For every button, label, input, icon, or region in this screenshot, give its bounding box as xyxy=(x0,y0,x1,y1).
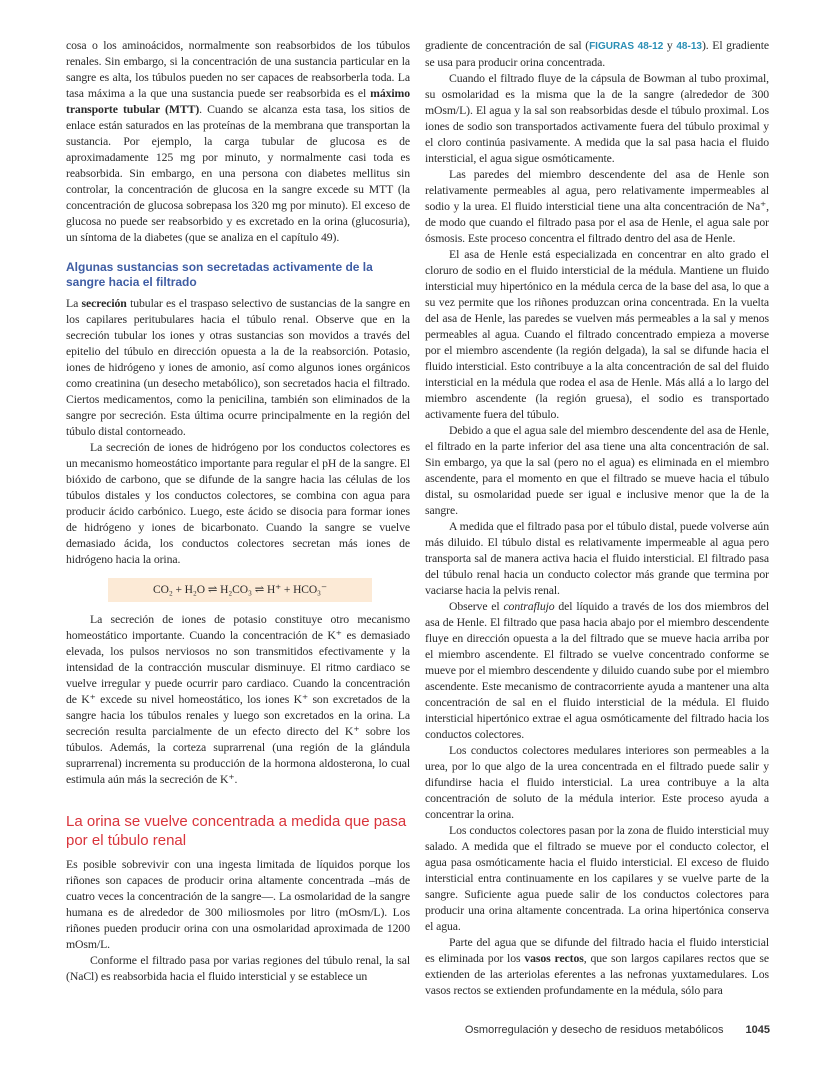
text-run: La xyxy=(66,297,82,310)
chemical-equation: CO₂ + H₂O ⇌ H₂CO₃ ⇌ H⁺ + HCO₃⁻ xyxy=(108,578,372,602)
paragraph xyxy=(425,38,769,71)
bold-term: vasos rectos xyxy=(524,952,584,965)
italic-term: contraflujo xyxy=(503,600,555,613)
text-run: Parte del agua que se difunde del filtrado hacia el fluido intersticial es eliminada por los xyxy=(425,936,769,965)
text-run: La secreción de iones de potasio constituye otro mecanismo homeostático importante. Cuando la concentración de K⁺ es demasiado elevada, los pulsos nerviosos no son transmitidos efectivamente y la intensidad de la contracción muscular disminuye. El ritmo cardiaco se vuelve irregular y puede ocurrir paro cardiaco. Cuando la concentración de K⁺ excede su nivel homeostático, los iones K⁺ son excretados de la sangre hacia los túbulos renales y luego son excretados en la orina. La secreción resulta parcialmente de un efecto directo del K⁺ sobre los túbulos. Además, la corteza suprarrenal (una región de la glándula suprarrenal) incrementa su producción de la hormona aldosterona, lo cual estimula aún más la secreción de K⁺. xyxy=(66,613,410,786)
subsection-heading: Algunas sustancias son secretadas activamente de la sangre hacia el filtrado xyxy=(66,260,373,289)
paragraph xyxy=(425,167,769,247)
bold-term: máximo transporte tubular (MTT) xyxy=(66,87,410,116)
text-run: Los conductos colectores pasan por la zona de fluido intersticial muy salado. A medida que el filtrado se mueve por el conducto colector, el agua pasa osmóticamente hacia el fluido intersticial. El exceso de fluido intersticial entra continuamente en los capilares y se vuelve parte de la sangre. Suficiente agua puede salir de los conductos colectores para producir una orina altamente concentrada. La orina hipertónica conserva el agua. xyxy=(425,824,769,933)
text-run: El asa de Henle está especializada en concentrar en alto grado el cloruro de sodio en el fluido intersticial de la médula. Mantiene un fluido intersticial muy hipertónico en la médula cerca de la base del asa, lo que a su vez permite que los riñones produzcan orina concentrada. En la vuelta del asa de Henle, las paredes se vuelven más permeables a la sal y menos permeables al agua. Cuando el filtrado concentrado empieza a moverse por el miembro ascendente (la región delgada), la sal se difunde hacia el fluido intersticial. Esto contribuye a la alta concentración de sal del fluido intersticial en la médula que rodea el asa de Henle. Más allá a lo largo del miembro ascendente (la región gruesa), el sodio es transportado activamente fuera del túbulo. xyxy=(425,248,769,421)
paragraph xyxy=(66,440,410,568)
text-run: Las paredes del miembro descendente del asa de Henle son relativamente permeables al agua, pero relativamente impermeables al sodio y la urea. El fluido intersticial tiene una alta concentración de Na⁺, de modo que cuando el filtrado pasa por el asa de Henle, el agua sale por ósmosis. Este proceso concentra el filtrado dentro del asa de Henle. xyxy=(425,168,769,245)
text-run: del líquido a través de los dos miembros del asa de Henle. El filtrado que pasa hacia abajo por el miembro descendente fluye en dirección opuesta a la del filtrado que se mueve hacia arriba por el miembro ascendente. El filtrado se vuelve concentrado conforme se mueve por el miembro descendente y diluido cuando sube por el miembro ascendente. Este mecanismo de contracorriente ayuda a mantener una alta concentración de sal en el fluido intersticial de la médula. El fluido intersticial hipertónico extrae el agua osmóticamente del filtrado hacia los conductos colectores. xyxy=(425,600,769,741)
page-number: 1045 xyxy=(745,1024,770,1036)
paragraph xyxy=(66,857,410,953)
paragraph xyxy=(66,38,410,246)
paragraph xyxy=(425,423,769,519)
bold-term: secreción xyxy=(81,297,127,310)
text-run: tubular es el traspaso selectivo de sustancias de la sangre en los capilares peritubulares hacia el túbulo renal. Observe que en la secreción tubular los iones y otras sustancias son movidos a través del epitelio del túbulo en dirección opuesta a la de la reabsorción. Potasio, iones de hidrógeno y iones de amonio, así como algunos iones orgánicos como creatinina (un desecho metabólico), son secretados hacia el filtrado. Ciertos medicamentos, como la penicilina, también son eliminados de la sangre por secreción. Esta última ocurre principalmente en la región del túbulo distal contorneado. xyxy=(66,297,411,438)
text-run: A medida que el filtrado pasa por el túbulo distal, puede volverse aún más diluido. El túbulo distal es relativamente impermeable al agua pero transporta sal de manera activa hacia el fluido intersticial. El filtrado pasa del túbulo renal hacia un conducto colector más grande que termina por vaciarse hacia la pelvis renal. xyxy=(425,520,769,597)
paragraph xyxy=(425,935,769,999)
text-run: Debido a que el agua sale del miembro descendente del asa de Henle, el filtrado en la parte inferior del asa tiene una alta concentración de sal. Sin embargo, ya que la sal (pero no el agua) es eliminada en el miembro ascendente, para el momento en que el filtrado se mueve hacia el túbulo distal, su osmolaridad puede ser igual e inclusive menor que la de la sangre. xyxy=(425,424,769,517)
text-run: cosa o los aminoácidos, normalmente son reabsorbidos de los túbulos renales. Sin embargo, si la concentración de una sustancia particular en la sangre es alta, los túbulos pueden no ser capaces de reabsorberla toda. La tasa máxima a la que una sustancia puede ser reabsorbida es el xyxy=(66,39,410,100)
text-run: Observe el xyxy=(449,600,504,613)
paragraph xyxy=(425,247,769,423)
text-run: . Cuando se alcanza esta tasa, los sitios de enlace están saturados en las proteínas de la membrana que transportan la sustancia. Por ejemplo, la carga tubular de glucosa es de aproximadamente 125 mg por minuto, y normalmente casi toda es reabsorbida. Sin embargo, en una persona con diabetes mellitus sin controlar, la concentración de glucosa en la sangre excede su MTT (la concentración de glucosa sobrepasa los 320 mg por minuto). El exceso de glucosa no puede ser reabsorbido y es excretado en la orina (glucosuria), un síntoma de la diabetes (que se analiza en el capítulo 49). xyxy=(66,103,410,244)
paragraph xyxy=(66,296,410,440)
paragraph xyxy=(425,71,769,167)
text-run: La secreción de iones de hidrógeno por los conductos colectores es un mecanismo homeostático importante para regular el pH de la sangre. El bióxido de carbono, que se difunde de la sangre hacia las células de los túbulos distales y los conductos colectores, se combina con agua para producir ácido carbónico. Luego, este ácido se disocia para formar iones de hidrógeno y iones de bicarbonato. Cuando la sangre se vuelve demasiado ácida, los conductos colectores secretan más iones de hidrógeno hacia la orina. xyxy=(66,441,410,566)
text-run: Cuando el filtrado fluye de la cápsula de Bowman al tubo proximal, su osmolaridad es la misma que la de la sangre (alrededor de 300 mOsm/L). El agua y la sal son reabsorbidas desde el túbulo proximal. Los iones de sodio son transportados activamente fuera del túbulo proximal y el cloro continúa pasivamente. A medida que la sal pasa hacia el fluido intersticial, el agua sigue osmóticamente. xyxy=(425,72,769,165)
section-heading: La orina se vuelve concentrada a medida que pasa por el túbulo renal xyxy=(66,813,407,849)
text-run: y xyxy=(663,39,677,52)
figure-reference-link[interactable]: 48-13 xyxy=(676,41,702,52)
paragraph xyxy=(425,519,769,599)
paragraph xyxy=(425,599,769,743)
paragraph xyxy=(425,743,769,823)
text-run: Conforme el filtrado pasa por varias regiones del túbulo renal, la sal (NaCl) es reabsorbida hacia el fluido intersticial y se establece un xyxy=(66,954,410,983)
right-column xyxy=(425,38,769,999)
page-footer xyxy=(460,1023,770,1037)
chapter-title: Osmorregulación y desecho de residuos metabólicos xyxy=(464,1024,724,1036)
paragraph xyxy=(66,953,410,985)
text-run: ). El gradiente se usa para producir orina concentrada. xyxy=(425,39,769,69)
text-run: gradiente de concentración de sal ( xyxy=(425,39,590,52)
text-run: , que son largos capilares rectos que se extienden de las arteriolas eferentes a las nefronas yuxtamedulares. Los vasos rectos se extienden profundamente en la médula, sólo para xyxy=(425,952,769,997)
text-run: Es posible sobrevivir con una ingesta limitada de líquidos porque los riñones son capaces de producir orina altamente concentrada –más de cuatro veces la concentración de la sangre—. La osmolaridad de la sangre humana es de alrededor de 300 miliosmoles por litro (mOsm/L). Los riñones pueden producir orina con una osmolaridad aproximada de 1200 mOsm/L. xyxy=(66,858,410,951)
left-column xyxy=(66,38,410,985)
paragraph xyxy=(425,823,769,935)
text-run: Los conductos colectores medulares interiores son permeables a la urea, por lo que algo de la urea concentrada en el filtrado puede salir y difundirse hacia el fluido intersticial. La urea contribuye a la alta concentración de soluto de la médula interior. Este proceso ayuda a concentrar la orina. xyxy=(425,744,769,821)
figure-reference-link[interactable]: FIGURAS 48-12 xyxy=(589,41,664,52)
paragraph xyxy=(66,612,410,788)
